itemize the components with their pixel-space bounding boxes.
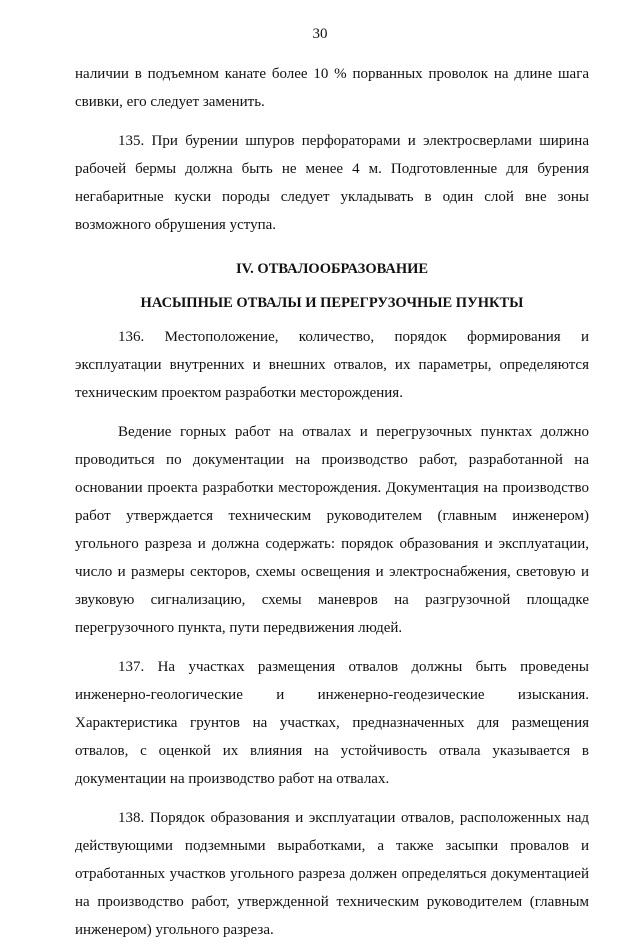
paragraph-137: 137. На участках размещения отвалов должны быть проведены инженерно-геологические и инженерно-геодезические изыскания. Характеристика грунтов на участках, предназначенных для размещения отвалов, с оценкой их влияния на устойчивость отвала указывается в документации на производство работ на отвалах. (75, 659, 589, 787)
subsection-heading: НАСЫПНЫЕ ОТВАЛЫ И ПЕРЕГРУЗОЧНЫЕ ПУНКТЫ (140, 295, 524, 311)
page-number: 30 (312, 26, 328, 42)
paragraph-continuation: наличии в подъемном канате более 10 % порванных проволок на длине шага свивки, его следует заменить. (75, 66, 589, 110)
section-heading: IV. ОТВАЛООБРАЗОВАНИЕ (235, 261, 429, 277)
paragraph-136: 136. Местоположение, количество, порядок формирования и эксплуатации внутренних и внешних отвалов, их параметры, определяются техническим проектом разработки месторождения. (75, 329, 589, 401)
document-body (75, 60, 589, 944)
paragraph-138: 138. Порядок образования и эксплуатации отвалов, расположенных над действующими подземными выработками, а также засыпки провалов и отработанных участков угольного разреза должен определяться документацией на производство работ, утвержденной техническим руководителем (главным инженером) угольного разреза. (75, 810, 589, 938)
paragraph-136-continued: Ведение горных работ на отвалах и перегрузочных пунктах должно проводиться по документации на производство работ, разработанной на основании проекта разработки месторождения. Документация на производство работ утверждается техническим руководителем (главным инженером) угольного разреза и должна содержать: порядок образования и эксплуатации, число и размеры секторов, схемы освещения и электроснабжения, световую и звуковую сигнализацию, схемы маневров на разгрузочной площадке перегрузочного пункта, пути передвижения людей. (75, 424, 589, 636)
paragraph-135: 135. При бурении шпуров перфораторами и электросверлами ширина рабочей бермы должна быть не менее 4 м. Подготовленные для бурения негабаритные куски породы следует укладывать в один слой вне зоны возможного обрушения уступа. (75, 133, 589, 233)
